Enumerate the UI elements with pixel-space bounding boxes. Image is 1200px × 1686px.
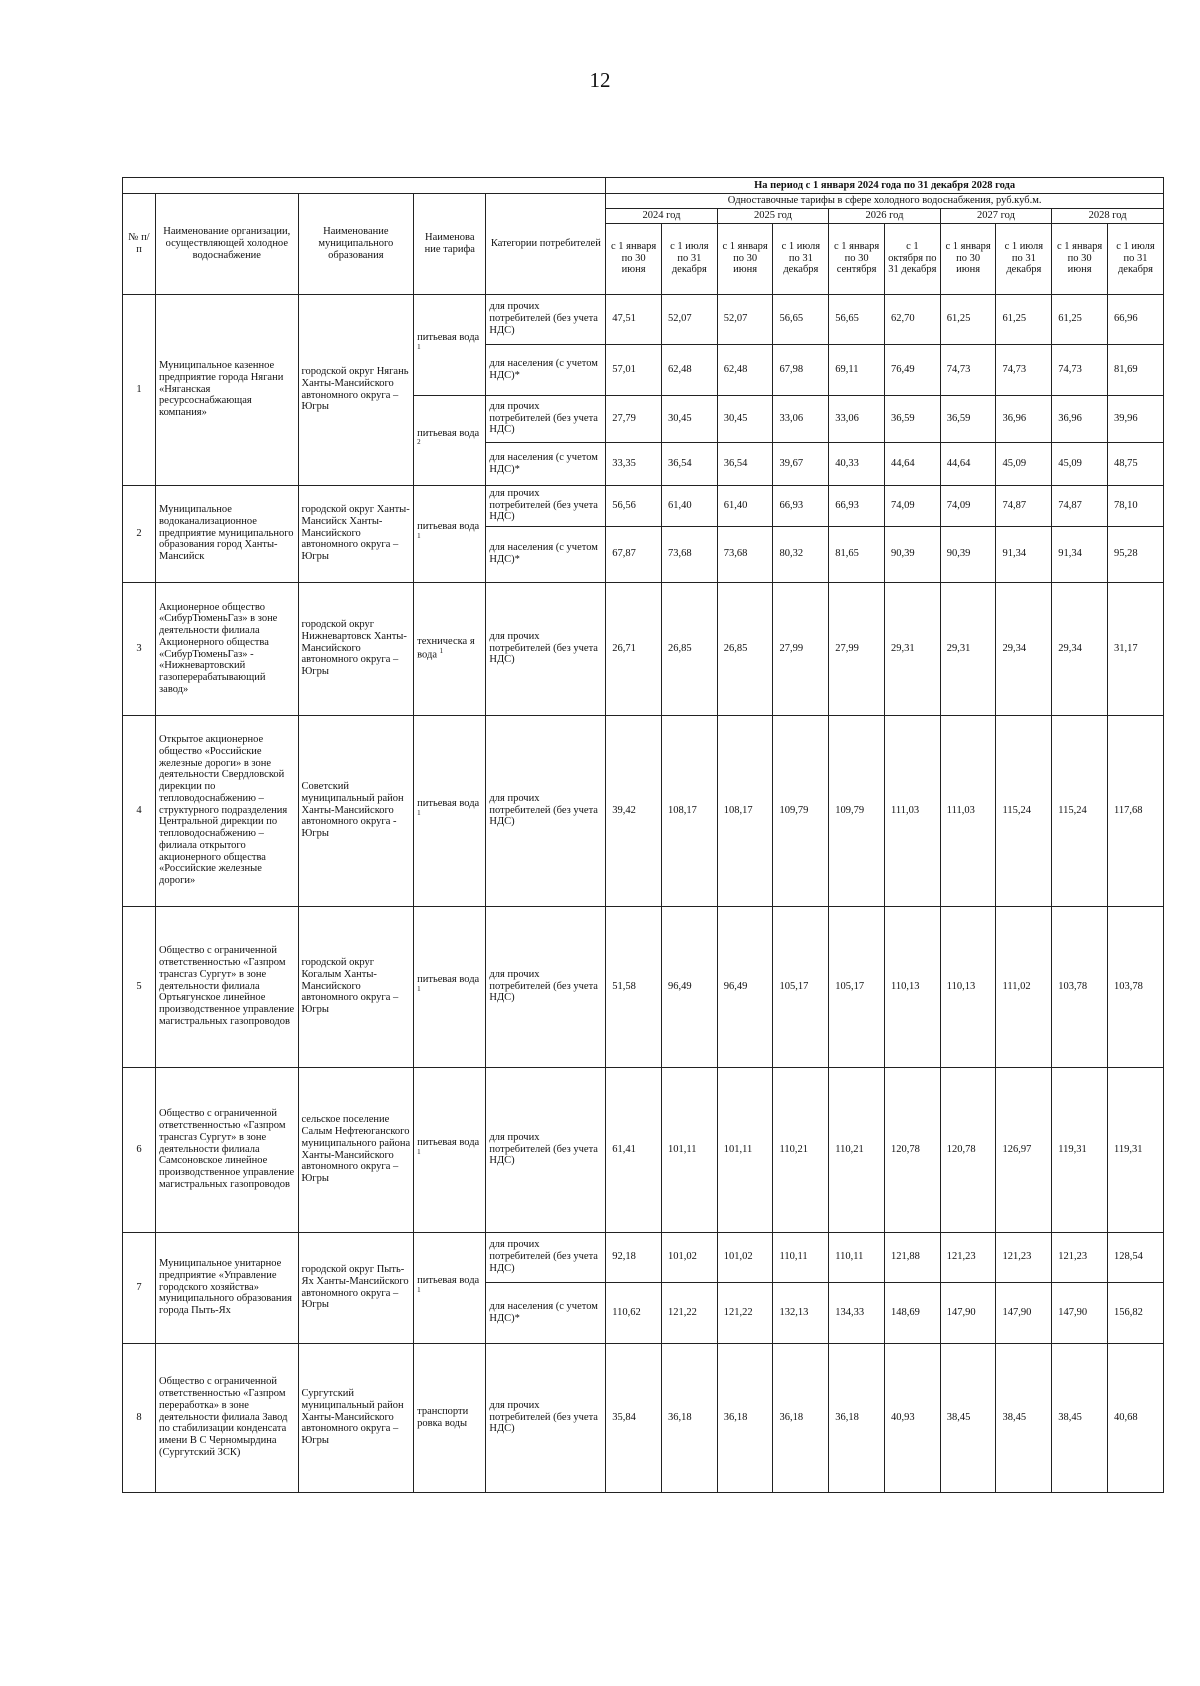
tariff-value: 36,54 <box>717 442 773 485</box>
tariff-value: 66,96 <box>1107 294 1163 344</box>
tariff-value: 108,17 <box>661 715 717 906</box>
tariff-value: 36,96 <box>1052 395 1108 442</box>
consumer-category: для прочих потребителей (без учета НДС) <box>486 1343 606 1492</box>
tariff-value: 111,03 <box>884 715 940 906</box>
row-number: 3 <box>123 582 156 715</box>
tariff-value: 74,87 <box>996 485 1052 526</box>
tariff-value: 29,34 <box>996 582 1052 715</box>
consumer-category: для населения (с учетом НДС)* <box>486 1282 606 1343</box>
tariff-value: 26,85 <box>717 582 773 715</box>
header-period: с 1 июля по 31 декабря <box>1107 223 1163 294</box>
consumer-category: для населения (с учетом НДС)* <box>486 344 606 395</box>
tariff-value: 111,02 <box>996 906 1052 1067</box>
header-period: с 1 января по 30 июня <box>940 223 996 294</box>
header-org: Наименование организации, осуществляющей холодное водоснабжение <box>156 194 298 295</box>
org-name: Открытое акционерное общество «Российские железные дороги» в зоне деятельности Свердловской дирекции по тепловодоснабжению – структурного подразделения Центральной дирекции по тепловодоснабжению – филиала открытого акционерного общества «Российские железные дороги» <box>156 715 298 906</box>
tariff-value: 38,45 <box>996 1343 1052 1492</box>
municipality-name: Советский муниципальный район Ханты-Мансийского автономного округа - Югры <box>298 715 414 906</box>
tariff-value: 29,31 <box>940 582 996 715</box>
tariff-value: 61,25 <box>996 294 1052 344</box>
consumer-category: для прочих потребителей (без учета НДС) <box>486 906 606 1067</box>
tariff-table <box>122 177 1164 1493</box>
tariff-value: 44,64 <box>884 442 940 485</box>
consumer-category: для прочих потребителей (без учета НДС) <box>486 294 606 344</box>
tariff-value: 147,90 <box>940 1282 996 1343</box>
tariff-value: 39,42 <box>606 715 662 906</box>
tariff-value: 126,97 <box>996 1067 1052 1232</box>
tariff-value: 61,25 <box>940 294 996 344</box>
row-number: 5 <box>123 906 156 1067</box>
consumer-category: для прочих потребителей (без учета НДС) <box>486 582 606 715</box>
municipality-name: городской округ Ханты-Мансийск Ханты-Мансийского автономного округа – Югры <box>298 485 414 582</box>
header-period: с 1 июля по 31 декабря <box>773 223 829 294</box>
tariff-name <box>414 715 486 906</box>
tariff-value: 121,22 <box>717 1282 773 1343</box>
org-name: Муниципальное унитарное предприятие «Управление городского хозяйства» муниципального образования города Пыть-Ях <box>156 1232 298 1343</box>
tariff-value: 110,11 <box>773 1232 829 1282</box>
tariff-value: 101,02 <box>661 1232 717 1282</box>
tariff-value: 110,13 <box>884 906 940 1067</box>
municipality-name: городской округ Нижневартовск Ханты-Мансийского автономного округа – Югры <box>298 582 414 715</box>
tariff-value: 56,56 <box>606 485 662 526</box>
tariff-value: 110,13 <box>940 906 996 1067</box>
org-name: Общество с ограниченной ответственностью «Газпром переработка» в зоне деятельности филиала Завод по стабилизации конденсата имени В С Черномырдина (Сургутский ЗСК) <box>156 1343 298 1492</box>
org-name: Муниципальное казенное предприятие города Нягани «Няганская ресурсоснабжающая компания» <box>156 294 298 485</box>
tariff-value: 61,41 <box>606 1067 662 1232</box>
municipality-name: Сургутский муниципальный район Ханты-Мансийского автономного округа – Югры <box>298 1343 414 1492</box>
tariff-name-text: питьевая вода <box>417 427 480 439</box>
tariff-value: 74,87 <box>1052 485 1108 526</box>
tariff-name-text: техническа я вода <box>417 636 475 661</box>
tariff-value: 121,22 <box>661 1282 717 1343</box>
consumer-category: для прочих потребителей (без учета НДС) <box>486 395 606 442</box>
consumer-category: для прочих потребителей (без учета НДС) <box>486 715 606 906</box>
tariff-name <box>414 582 486 715</box>
tariff-value: 121,23 <box>940 1232 996 1282</box>
header-year: 2025 год <box>717 208 829 223</box>
tariff-value: 109,79 <box>773 715 829 906</box>
tariff-footnote-mark: 1 <box>417 531 421 540</box>
tariff-value: 148,69 <box>884 1282 940 1343</box>
tariff-name-text: транспорти ровка воды <box>417 1405 469 1429</box>
tariff-value: 115,24 <box>1052 715 1108 906</box>
tariff-value: 110,11 <box>829 1232 885 1282</box>
table-row <box>123 1067 1164 1232</box>
header-no: № п/п <box>123 194 156 295</box>
tariff-value: 48,75 <box>1107 442 1163 485</box>
tariff-value: 90,39 <box>940 526 996 582</box>
tariff-value: 120,78 <box>884 1067 940 1232</box>
tariff-value: 29,34 <box>1052 582 1108 715</box>
tariff-value: 61,40 <box>661 485 717 526</box>
tariff-value: 73,68 <box>717 526 773 582</box>
tariff-value: 121,88 <box>884 1232 940 1282</box>
tariff-value: 26,85 <box>661 582 717 715</box>
tariff-value: 96,49 <box>661 906 717 1067</box>
tariff-value: 119,31 <box>1107 1067 1163 1232</box>
tariff-value: 30,45 <box>717 395 773 442</box>
tariff-value: 45,09 <box>996 442 1052 485</box>
org-name: Муниципальное водоканализационное предприятие муниципального образования город Ханты-Мансийск <box>156 485 298 582</box>
tariff-value: 69,11 <box>829 344 885 395</box>
tariff-value: 81,65 <box>829 526 885 582</box>
row-number: 2 <box>123 485 156 582</box>
tariff-value: 67,98 <box>773 344 829 395</box>
tariff-footnote-mark: 1 <box>417 342 421 351</box>
tariff-value: 103,78 <box>1052 906 1108 1067</box>
tariff-name <box>414 294 486 395</box>
tariff-value: 36,18 <box>661 1343 717 1492</box>
tariff-value: 36,59 <box>884 395 940 442</box>
tariff-value: 101,11 <box>661 1067 717 1232</box>
tariff-value: 62,48 <box>661 344 717 395</box>
tariff-value: 121,23 <box>996 1232 1052 1282</box>
tariff-value: 26,71 <box>606 582 662 715</box>
tariff-value: 120,78 <box>940 1067 996 1232</box>
row-number: 4 <box>123 715 156 906</box>
tariff-value: 47,51 <box>606 294 662 344</box>
tariff-footnote-mark: 1 <box>417 984 421 993</box>
tariff-value: 95,28 <box>1107 526 1163 582</box>
org-name: Общество с ограниченной ответственностью «Газпром трансгаз Сургут» в зоне деятельности филиала Ортьягунское линейное производственное управление магистральных газопроводов <box>156 906 298 1067</box>
header-year: 2026 год <box>829 208 941 223</box>
tariff-name <box>414 1343 486 1492</box>
municipality-name: сельское поселение Салым Нефтеюганского муниципального района Ханты-Мансийского автономного округа – Югры <box>298 1067 414 1232</box>
tariff-value: 56,65 <box>829 294 885 344</box>
tariff-value: 57,01 <box>606 344 662 395</box>
tariff-value: 92,18 <box>606 1232 662 1282</box>
tariff-value: 27,79 <box>606 395 662 442</box>
page-number: 12 <box>589 68 611 92</box>
table-title: На период с 1 января 2024 года по 31 декабря 2028 года <box>606 178 1164 194</box>
tariff-value: 66,93 <box>829 485 885 526</box>
tariff-value: 38,45 <box>1052 1343 1108 1492</box>
municipality-name: городской округ Пыть-Ях Ханты-Мансийского автономного округа – Югры <box>298 1232 414 1343</box>
tariff-name <box>414 395 486 485</box>
tariff-name <box>414 906 486 1067</box>
tariff-value: 44,64 <box>940 442 996 485</box>
header-category: Категории потребителей <box>486 194 606 295</box>
tariff-value: 38,45 <box>940 1343 996 1492</box>
tariff-value: 29,31 <box>884 582 940 715</box>
tariff-value: 128,54 <box>1107 1232 1163 1282</box>
tariff-value: 74,73 <box>940 344 996 395</box>
tariff-value: 36,96 <box>996 395 1052 442</box>
tariff-value: 96,49 <box>717 906 773 1067</box>
consumer-category: для прочих потребителей (без учета НДС) <box>486 1067 606 1232</box>
header-tariffs-group: Одноставочные тарифы в сфере холодного водоснабжения, руб.куб.м. <box>606 194 1164 209</box>
consumer-category: для прочих потребителей (без учета НДС) <box>486 1232 606 1282</box>
org-name: Акционерное общество «СибурТюменьГаз» в зоне деятельности филиала Акционерного общества «СибурТюменьГаз» - «Нижневартовский газоперерабатывающий завод» <box>156 582 298 715</box>
tariff-value: 36,18 <box>773 1343 829 1492</box>
header-year: 2028 год <box>1052 208 1164 223</box>
tariff-value: 45,09 <box>1052 442 1108 485</box>
tariff-value: 40,33 <box>829 442 885 485</box>
tariff-value: 115,24 <box>996 715 1052 906</box>
tariff-footnote-mark: 2 <box>417 438 421 447</box>
header-tariff-name: Наименова ние тарифа <box>414 194 486 295</box>
tariff-value: 134,33 <box>829 1282 885 1343</box>
tariff-value: 91,34 <box>996 526 1052 582</box>
title-spacer <box>123 178 606 194</box>
tariff-value: 91,34 <box>1052 526 1108 582</box>
header-period: с 1 января по 30 июня <box>1052 223 1108 294</box>
header-period: с 1 января по 30 июня <box>606 223 662 294</box>
tariff-value: 51,58 <box>606 906 662 1067</box>
tariff-value: 90,39 <box>884 526 940 582</box>
header-period: с 1 января по 30 сентября <box>829 223 885 294</box>
header-period: с 1 июля по 31 декабря <box>661 223 717 294</box>
tariff-value: 27,99 <box>773 582 829 715</box>
tariff-name-text: питьевая вода <box>417 521 480 532</box>
tariff-name <box>414 1232 486 1343</box>
consumer-category: для прочих потребителей (без учета НДС) <box>486 485 606 526</box>
tariff-value: 33,06 <box>829 395 885 442</box>
tariff-value: 147,90 <box>1052 1282 1108 1343</box>
header-period: с 1 октября по 31 декабря <box>884 223 940 294</box>
tariff-value: 78,10 <box>1107 485 1163 526</box>
tariff-value: 62,70 <box>884 294 940 344</box>
tariff-name-text: питьевая вода <box>417 798 480 809</box>
tariff-value: 67,87 <box>606 526 662 582</box>
tariff-value: 132,13 <box>773 1282 829 1343</box>
tariff-value: 156,82 <box>1107 1282 1163 1343</box>
tariff-value: 56,65 <box>773 294 829 344</box>
table-row <box>123 294 1164 344</box>
tariff-name-text: питьевая вода <box>417 1275 480 1286</box>
tariff-value: 66,93 <box>773 485 829 526</box>
header-year: 2027 год <box>940 208 1052 223</box>
tariff-value: 109,79 <box>829 715 885 906</box>
tariff-value: 101,11 <box>717 1067 773 1232</box>
table-row <box>123 485 1164 526</box>
tariff-value: 80,32 <box>773 526 829 582</box>
tariff-name <box>414 485 486 582</box>
tariff-value: 52,07 <box>717 294 773 344</box>
tariff-name <box>414 1067 486 1232</box>
tariff-value: 36,18 <box>717 1343 773 1492</box>
table-row <box>123 1232 1164 1282</box>
header-municipality: Наименование муниципального образования <box>298 194 414 295</box>
tariff-value: 40,93 <box>884 1343 940 1492</box>
tariff-value: 33,35 <box>606 442 662 485</box>
tariff-value: 147,90 <box>996 1282 1052 1343</box>
tariff-value: 110,62 <box>606 1282 662 1343</box>
tariff-value: 74,09 <box>884 485 940 526</box>
tariff-value: 40,68 <box>1107 1343 1163 1492</box>
header-period: с 1 июля по 31 декабря <box>996 223 1052 294</box>
tariff-value: 119,31 <box>1052 1067 1108 1232</box>
tariff-value: 121,23 <box>1052 1232 1108 1282</box>
row-number: 1 <box>123 294 156 485</box>
municipality-name: городской округ Когалым Ханты-Мансийского автономного округа – Югры <box>298 906 414 1067</box>
tariff-value: 36,54 <box>661 442 717 485</box>
tariff-name-text: питьевая вода <box>417 1137 480 1148</box>
tariff-value: 110,21 <box>829 1067 885 1232</box>
consumer-category: для населения (с учетом НДС)* <box>486 526 606 582</box>
row-number: 7 <box>123 1232 156 1343</box>
tariff-value: 74,73 <box>1052 344 1108 395</box>
consumer-category: для населения (с учетом НДС)* <box>486 442 606 485</box>
table-row <box>123 906 1164 1067</box>
municipality-name: городской округ Нягань Ханты-Мансийского автономного округа – Югры <box>298 294 414 485</box>
tariff-value: 39,67 <box>773 442 829 485</box>
tariff-footnote-mark: 1 <box>439 646 444 655</box>
tariff-value: 111,03 <box>940 715 996 906</box>
tariff-value: 62,48 <box>717 344 773 395</box>
tariff-value: 36,59 <box>940 395 996 442</box>
tariff-value: 110,21 <box>773 1067 829 1232</box>
tariff-footnote-mark: 1 <box>417 808 421 817</box>
org-name: Общество с ограниченной ответственностью «Газпром трансгаз Сургут» в зоне деятельности филиала Самсоновское линейное производственное управление магистральных газопроводов <box>156 1067 298 1232</box>
row-number: 6 <box>123 1067 156 1232</box>
tariff-value: 39,96 <box>1107 395 1163 442</box>
tariff-footnote-mark: 1 <box>417 1285 421 1294</box>
tariff-value: 30,45 <box>661 395 717 442</box>
tariff-value: 117,68 <box>1107 715 1163 906</box>
tariff-value: 101,02 <box>717 1232 773 1282</box>
tariff-name-text: питьевая вода <box>417 974 480 985</box>
tariff-footnote-mark: 1 <box>417 1147 421 1156</box>
tariff-value: 74,73 <box>996 344 1052 395</box>
tariff-name-text: питьевая вода <box>417 332 480 343</box>
tariff-value: 105,17 <box>773 906 829 1067</box>
tariff-value: 61,40 <box>717 485 773 526</box>
tariff-value: 81,69 <box>1107 344 1163 395</box>
table-title-row <box>123 178 1164 194</box>
table-row <box>123 582 1164 715</box>
header-year: 2024 год <box>606 208 718 223</box>
table-row <box>123 715 1164 906</box>
header-row <box>123 194 1164 209</box>
header-period: с 1 января по 30 июня <box>717 223 773 294</box>
tariff-value: 36,18 <box>829 1343 885 1492</box>
row-number: 8 <box>123 1343 156 1492</box>
tariff-value: 74,09 <box>940 485 996 526</box>
tariff-value: 76,49 <box>884 344 940 395</box>
tariff-value: 108,17 <box>717 715 773 906</box>
tariff-value: 31,17 <box>1107 582 1163 715</box>
tariff-value: 61,25 <box>1052 294 1108 344</box>
tariff-value: 103,78 <box>1107 906 1163 1067</box>
tariff-value: 27,99 <box>829 582 885 715</box>
tariff-value: 52,07 <box>661 294 717 344</box>
tariff-value: 33,06 <box>773 395 829 442</box>
tariff-value: 35,84 <box>606 1343 662 1492</box>
tariff-value: 73,68 <box>661 526 717 582</box>
table-row <box>123 1343 1164 1492</box>
tariff-value: 105,17 <box>829 906 885 1067</box>
